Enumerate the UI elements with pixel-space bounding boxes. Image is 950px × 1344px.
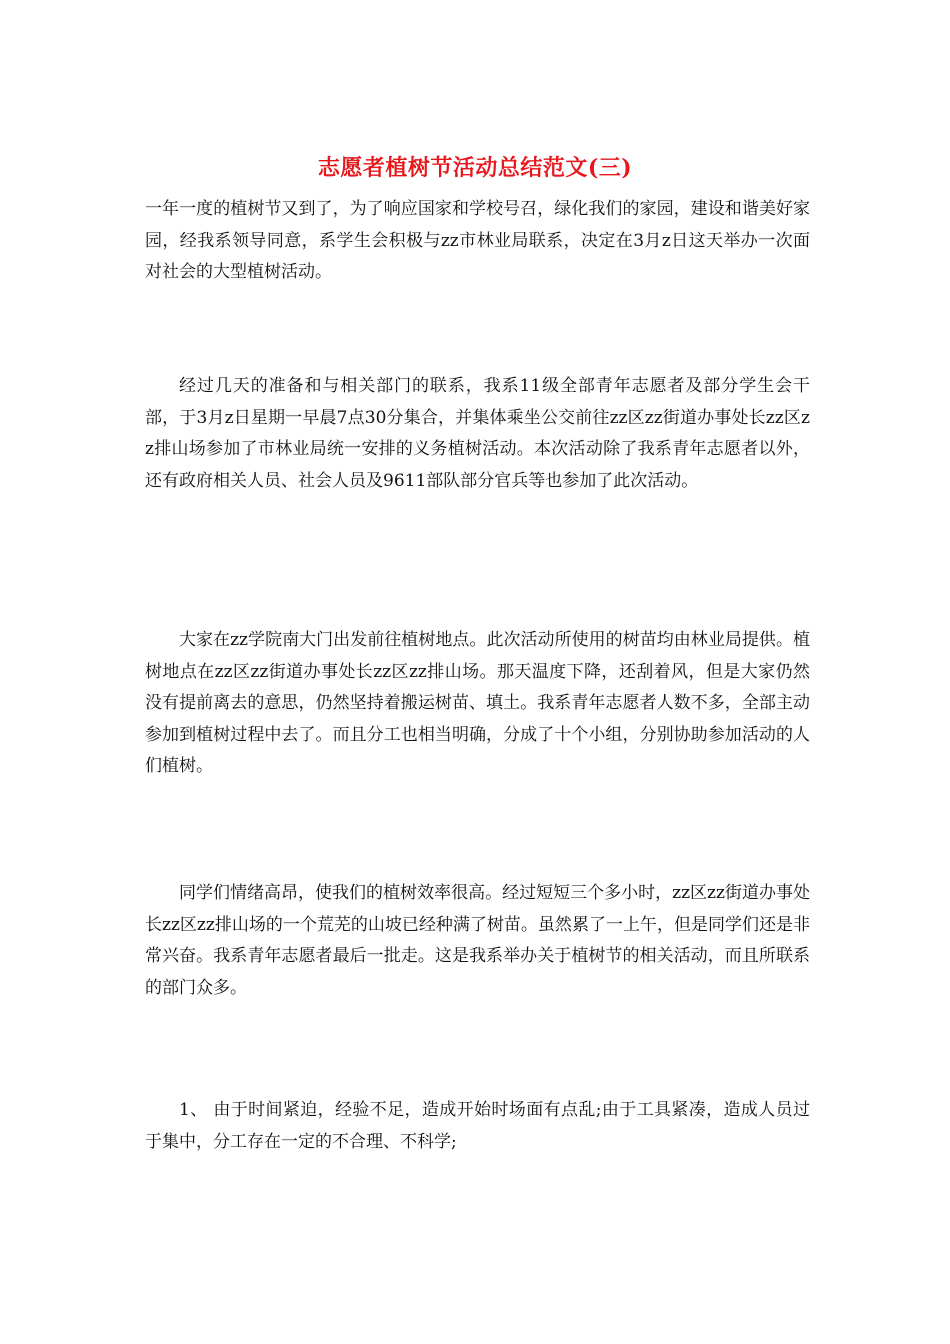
- document-title: 志愿者植树节活动总结范文(三): [317, 155, 633, 181]
- paragraph-intro: 一年一度的植树节又到了，为了响应国家和学校号召，绿化我们的家园，建设和谐美好家园，经我系领导同意，系学生会积极与zz市林业局联系，决定在3月z日这天举办一次面对社会的大型植树活动。: [145, 199, 810, 282]
- paragraph-issue-1: 1、 由于时间紧迫，经验不足，造成开始时场面有点乱;由于工具紧凑，造成人员过于集中，分工存在一定的不合理、不科学;: [145, 1100, 810, 1152]
- paragraph-preparation: 经过几天的准备和与相关部门的联系，我系11级全部青年志愿者及部分学生会干部，于3月z日星期一早晨7点30分集合，并集体乘坐公交前往zz区zz街道办事处长zz区zz排山场参加了市林业局统一安排的义务植树活动。本次活动除了我系青年志愿者以外，还有政府相关人员、社会人员及9611部队部分官兵等也参加了此次活动。: [145, 376, 810, 491]
- paragraph-planting-site: 大家在zz学院南大门出发前往植树地点。此次活动所使用的树苗均由林业局提供。植树地点在zz区zz街道办事处长zz区zz排山场。那天温度下降，还刮着风，但是大家仍然没有提前离去的意思，仍然坚持着搬运树苗、填土。我系青年志愿者人数不多，全部主动参加到植树过程中去了。而且分工也相当明确，分成了十个小组，分别协助参加活动的人们植树。: [145, 630, 810, 776]
- paragraph-efficiency: 同学们情绪高昂，使我们的植树效率很高。经过短短三个多小时，zz区zz街道办事处长zz区zz排山场的一个荒芜的山坡已经种满了树苗。虽然累了一上午，但是同学们还是非常兴奋。我系青年志愿者最后一批走。这是我系举办关于植树节的相关活动，而且所联系的部门众多。: [145, 883, 810, 998]
